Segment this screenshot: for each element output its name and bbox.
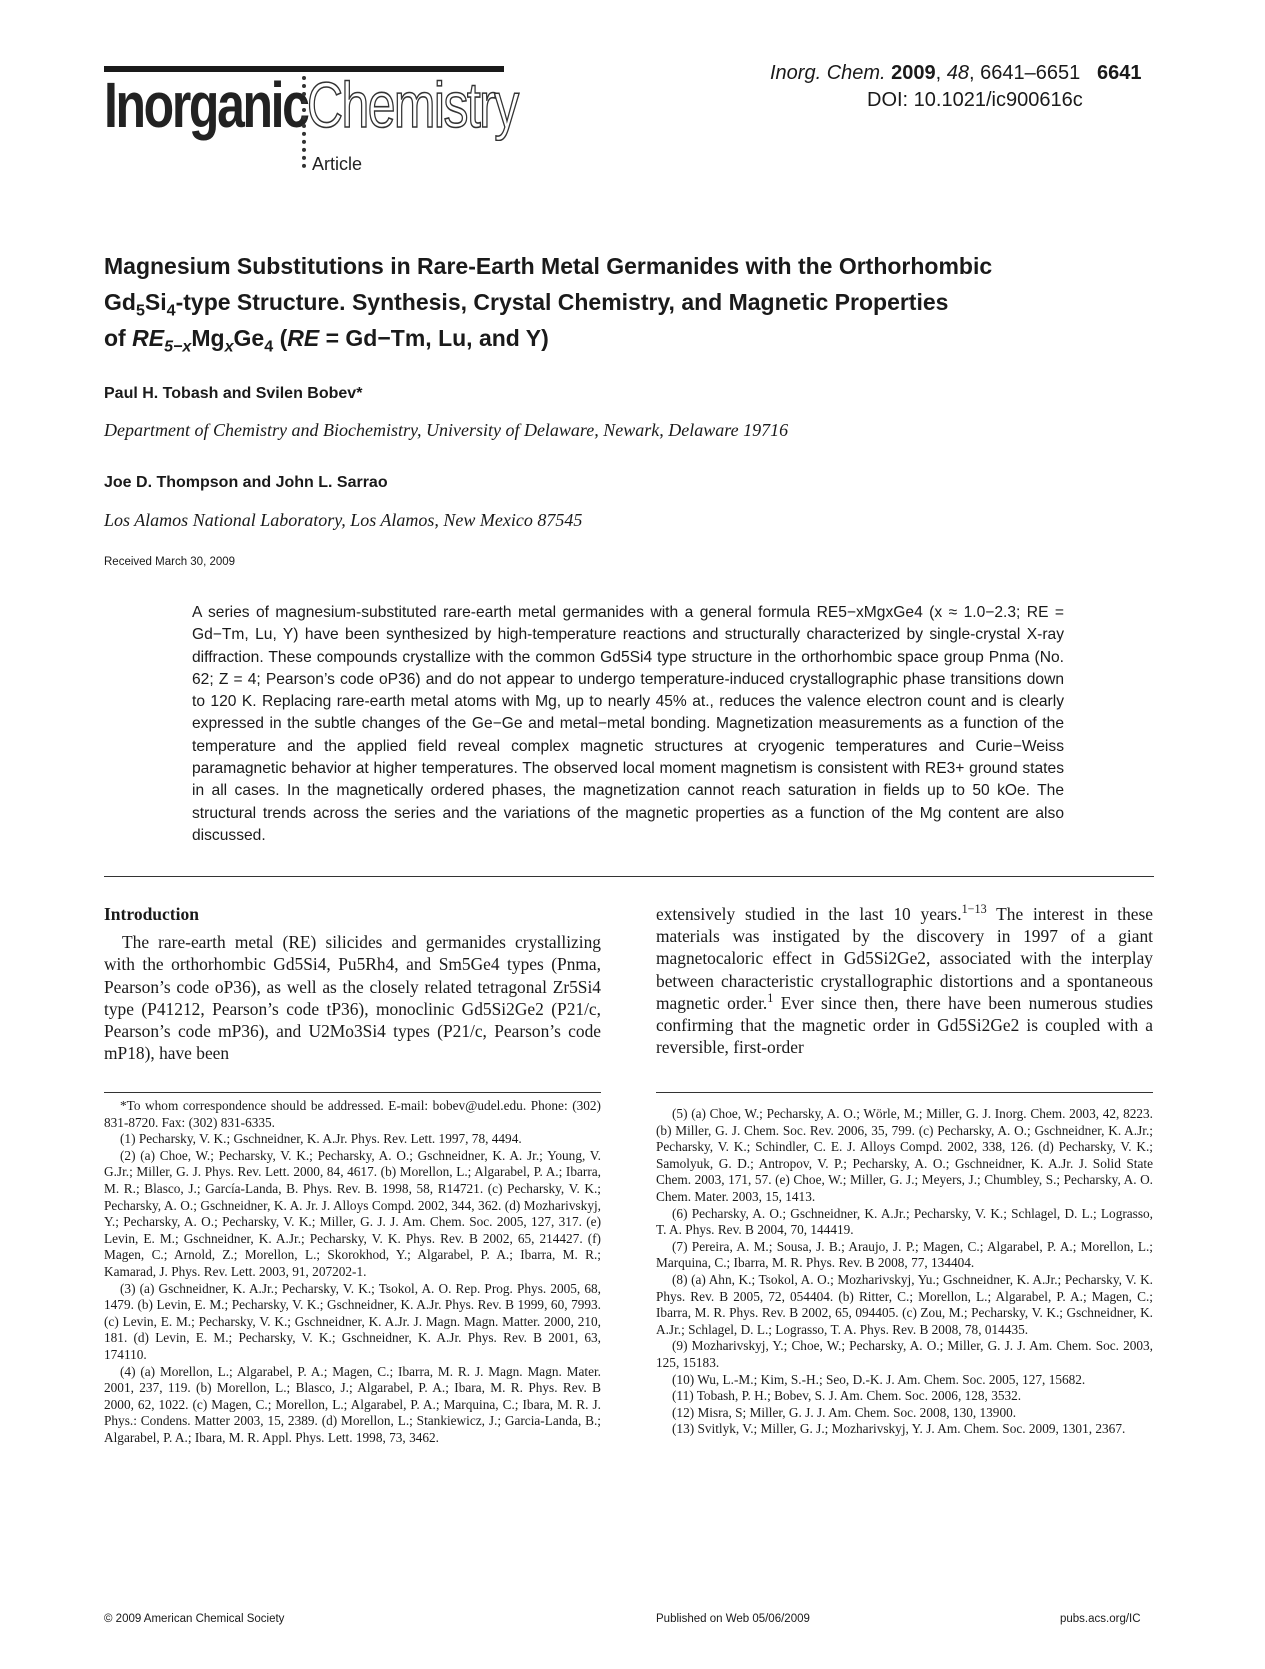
journal-year: 2009	[891, 62, 936, 84]
reference-7: (7) Pereira, A. M.; Sousa, J. B.; Araujo, J. P.; Magen, C.; Algarabel, P. A.; Morellon, L.; Marquina, C.; Ibarra, M. R. Phys. Rev. B 2008, 77, 134404.	[656, 1238, 1153, 1271]
journal-volume: 48	[946, 62, 970, 84]
title-sub-x: x	[224, 337, 234, 356]
citation-1-13[interactable]: 1−13	[961, 902, 987, 917]
author-group-2: Joe D. Thompson and John L. Sarrao	[104, 474, 388, 491]
title-sub-4b: 4	[264, 337, 274, 356]
intro-paragraph-left: The rare-earth metal (RE) silicides and germanides crystallizing with the orthorhombic Gd5Si4, Pu5Rh4, and Sm5Ge4 types (Pnma, Pearson’s code oP36), as well as the closely related tetragonal Zr5Si4 type (P41212, Pearson’s code tP36), monoclinic Gd5Si2Ge2 (P21/c, Pearson’s code mP36), and U2Mo3Si4 types (P21/c, Pearson’s code mP18), have been	[104, 932, 601, 1064]
reference-6: (6) Pecharsky, A. O.; Gschneidner, K. A.Jr.; Pecharsky, V. K.; Schlagel, D. L.; Lograsso, T. A. Phys. Rev. B 2004, 70, 144419.	[656, 1205, 1153, 1238]
citation-1[interactable]: 1	[767, 991, 774, 1006]
journal-name: Inorg. Chem.	[770, 62, 886, 84]
footnote-divider-right	[656, 1092, 1153, 1093]
journal-citation: Inorg. Chem. 2009, 48, 6641–6651 6641	[770, 62, 1142, 84]
footnotes-right	[656, 1106, 1153, 1438]
reference-9: (9) Mozharivskyj, Y.; Choe, W.; Pecharsky, A. O.; Miller, G. J. J. Am. Chem. Soc. 2003, 125, 15183.	[656, 1338, 1153, 1370]
reference-13: (13) Svitlyk, V.; Miller, G. J.; Mozharivskyj, Y. J. Am. Chem. Soc. 2009, 1301, 2367.	[672, 1421, 1126, 1437]
title-elements: = Gd−Tm, Lu, and Y)	[319, 325, 549, 351]
affiliation-2: Los Alamos National Laboratory, Los Alamos, New Mexico 87545	[104, 510, 583, 530]
intro-paragraph-right	[656, 903, 1153, 1058]
title-re: RE	[132, 325, 165, 351]
reference-2: (2) (a) Choe, W.; Pecharsky, V. K.; Pecharsky, A. O.; Gschneidner, K. A. Jr.; Young, V. G.Jr.; Miller, G. J. Phys. Rev. Lett. 2000, 84, 4617. (b) Morellon, L.; Algarabel, P. A.; Ibarra, M. R.; Blasco, J.; García-Landa, B. Phys. Rev. B. 1998, 58, R14721. (c) Pecharsky, V. K.; Pecharsky, A. O.; Gschneidner, K. A. Jr. J. Alloys Compd. 2002, 344, 362. (d) Mozharivskyj, Y.; Pecharsky, A. O.; Pecharsky, V. K.; Miller, G. J. J. Am. Chem. Soc. 2005, 127, 317. (e) Levin, E. M.; Gschneidner, K. A.Jr.; Pecharsky, V. K. Phys. Rev. B 2002, 65, 214427. (f) Magen, C.; Arnold, Z.; Morellon, L.; Skorokhod, Y.; Algarabel, P. A.; Ibarra, M. R.; Kamarad, J. Phys. Rev. Lett. 2003, 91, 207202-1.	[104, 1147, 601, 1279]
body-column-left	[104, 903, 601, 1064]
affiliation-1: Department of Chemistry and Biochemistry, University of Delaware, Newark, Delaware 19716	[104, 420, 789, 440]
page-number: 6641	[1096, 62, 1142, 84]
received-date: Received March 30, 2009	[104, 556, 236, 568]
title-of: of	[104, 325, 133, 351]
reference-3: (3) (a) Gschneidner, K. A.Jr.; Pecharsky, V. K.; Tsokol, A. O. Rep. Prog. Phys. 2005, 68, 1479. (b) Levin, E. M.; Pecharsky, V. K.; Gschneidner, K. A.Jr. Phys. Rev. B 1999, 60, 7993. (c) Levin, E. M.; Pecharsky, V. K.; Gschneidner, K. A.Jr. J. Magn. Magn. Matter. 2000, 210, 181. (d) Levin, E. M.; Pecharsky, V. K.; Gschneidner, K. A.Jr. Phys. Rev. B 2001, 63, 174110.	[104, 1280, 601, 1362]
title-line-1: Magnesium Substitutions in Rare-Earth Metal Germanides with the Orthorhombic	[104, 253, 993, 279]
intro-text-a: extensively studied in the last 10 years.	[656, 904, 962, 924]
reference-1: (1) Pecharsky, V. K.; Gschneidner, K. A.Jr. Phys. Rev. Lett. 1997, 78, 4494.	[120, 1131, 522, 1147]
reference-5: (5) (a) Choe, W.; Pecharsky, A. O.; Wörle, M.; Miller, G. J. Inorg. Chem. 2003, 42, 8223. (b) Miller, G. J. Chem. Soc. Rev. 2006, 35, 799. (c) Pecharsky, A. O.; Gschneidner, K. A.Jr.; Pecharsky, V. K.; Schindler, C. E. J. Alloys Compd. 2002, 338, 126. (d) Pecharsky, V. K.; Samolyuk, G. D.; Antropov, V. P.; Pecharsky, A. O.; Gschneidner, K. A.Jr. J. Solid State Chem. 2003, 171, 57. (e) Choe, W.; Miller, G. J.; Meyers, J.; Chumbley, S.; Pecharsky, A. O. Chem. Mater. 2003, 15, 1413.	[656, 1106, 1153, 1204]
title-line-2	[104, 284, 1004, 320]
reference-12: (12) Misra, S; Miller, G. J. J. Am. Chem. Soc. 2008, 130, 13900.	[672, 1404, 1017, 1420]
journal-logo-chemistry: Chemistry	[307, 69, 518, 141]
article-title	[104, 248, 1004, 356]
title-sub-5-x: 5−x	[164, 337, 192, 356]
footer-published: Published on Web 05/06/2009	[656, 1613, 810, 1625]
reference-4: (4) (a) Morellon, L.; Algarabel, P. A.; Magen, C.; Ibarra, M. R. J. Magn. Magn. Mater. 2001, 237, 119. (b) Morellon, L.; Blasco, J.; Algarabel, P. A.; Ibara, M. R. Phys. Rev. B 2000, 62, 1022. (c) Magen, C.; Morellon, L.; Algarabel, P. A.; Marquina, C.; Ibara, M. R. J. Phys.: Condens. Matter 2003, 15, 2389. (d) Morellon, L.; Stankiewicz, J.; Garcia-Landa, B.; Algarabel, P. A.; Ibara, M. R. Appl. Phys. Lett. 1998, 73, 3462.	[104, 1363, 601, 1445]
body-column-right	[656, 903, 1153, 1058]
title-paren: (	[273, 325, 288, 351]
intro-text-c: Ever since then, there have been numerous studies confirming that the magnetic order in Gd5Si2Ge2 is coupled with a reversible, first-order	[656, 992, 1154, 1058]
title-sub-4: 4	[166, 301, 176, 320]
reference-8: (8) (a) Ahn, K.; Tsokol, A. O.; Mozharivskyj, Yu.; Gschneidner, K. A.Jr.; Pecharsky, V. K. Phys. Rev. B 2005, 72, 054404. (b) Ritter, C.; Morellon, L.; Algarabel, P. A.; Magen, C.; Ibarra, M. R. Phys. Rev. B 2002, 65, 094405. (c) Zou, M.; Pecharsky, V. K.; Gschneidner, K. A.Jr.; Schlagel, D. L.; Lograsso, T. A. Phys. Rev. B 2008, 78, 014435.	[656, 1271, 1153, 1337]
abstract: A series of magnesium-substituted rare-earth metal germanides with a general formula RE5−xMgxGe4 (x ≈ 1.0−2.3; RE = Gd−Tm, Lu, Y) have been synthesized by high-temperature reactions and structurally characterized by single-crystal X-ray diffraction. These compounds crystallize with the common Gd5Si4 type structure in the orthorhombic space group Pnma (No. 62; Z = 4; Pearson’s code oP36) and do not appear to undergo temperature-induced crystallographic phase transitions down to 120 K. Replacing rare-earth metal atoms with Mg, up to nearly 45% at., reduces the valence electron count and is clearly expressed in the subtle changes of the Ge−Ge and metal−metal bonding. Magnetization measurements as a function of the temperature and the applied field reveal complex magnetic structures at cryogenic temperatures and Curie−Weiss paramagnetic behavior at higher temperatures. The observed local moment magnetism is consistent with RE3+ ground states in all cases. In the magnetically ordered phases, the magnetization cannot reach saturation in fields up to 50 kOe. The structural trends across the series and the variations of the magnetic properties as a function of the Mg content are also discussed.	[192, 604, 1064, 844]
abstract-divider	[104, 876, 1154, 877]
intro-text-b: The interest in these materials was instigated by the discovery in 1997 of a giant magnetocaloric effect in Gd5Si2Ge2, associated with the interplay between characteristic crystallographic distortions and a spontaneous magnetic order.	[656, 904, 1153, 1013]
footnotes-left	[104, 1098, 601, 1446]
title-si: Si	[144, 289, 167, 315]
author-group-1: Paul H. Tobash and Svilen Bobev*	[104, 385, 363, 402]
doi[interactable]: DOI: 10.1021/ic900616c	[867, 89, 1083, 111]
title-gd: Gd	[104, 289, 136, 315]
footnote-correspondence: *To whom correspondence should be addressed. E-mail: bobev@udel.edu. Phone: (302) 831-8720. Fax: (302) 831-6335.	[104, 1098, 601, 1130]
reference-11: (11) Tobash, P. H.; Bobev, S. J. Am. Chem. Soc. 2006, 128, 3532.	[672, 1388, 1022, 1404]
title-sub-5: 5	[135, 301, 145, 320]
journal-logo-inorganic: Inorganic	[104, 69, 308, 141]
journal-pages: 6641–6651	[980, 62, 1081, 84]
title-line-3	[104, 320, 1004, 356]
reference-10: (10) Wu, L.-M.; Kim, S.-H.; Seo, D.-K. J. Am. Chem. Soc. 2005, 127, 15682.	[672, 1371, 1086, 1387]
title-re-2: RE	[287, 325, 320, 351]
footnote-divider-left	[104, 1092, 601, 1093]
title-line-2-text: -type Structure. Synthesis, Crystal Chemistry, and Magnetic Properties	[175, 289, 949, 315]
section-heading-introduction: Introduction	[104, 904, 199, 924]
footer-copyright: © 2009 American Chemical Society	[104, 1613, 285, 1625]
article-type-label: Article	[312, 154, 363, 174]
title-ge: Ge	[233, 325, 265, 351]
title-mg: Mg	[191, 325, 225, 351]
footer-url[interactable]: pubs.acs.org/IC	[1060, 1613, 1141, 1625]
